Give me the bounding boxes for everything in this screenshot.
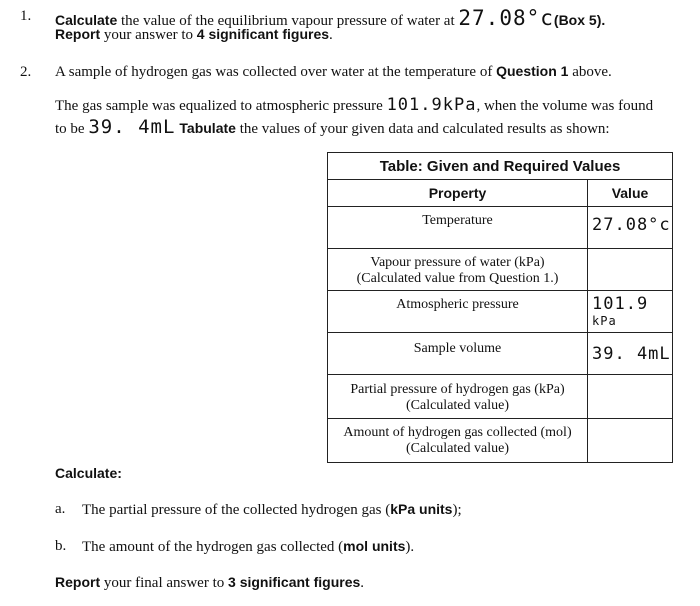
question-1-reference: Question 1 [496, 63, 569, 79]
report-keyword: Report [55, 26, 101, 42]
property-amount-hydrogen: Amount of hydrogen gas collected (mol) [343, 425, 572, 440]
question-2-text-a: A sample of hydrogen gas was collected over water at the temperature of [55, 64, 497, 80]
question-2-pressure-text: The gas sample was equalized to atmospheric pressure [55, 98, 387, 114]
significant-figures-3: 3 significant figures [228, 574, 361, 590]
property-temperature: Temperature [422, 213, 493, 228]
question-2-number: 2. [20, 64, 32, 80]
question-2-tabulate-text: the values of your given data and calculated results as shown: [235, 121, 610, 137]
part-b-end: ). [405, 539, 415, 555]
calculate-heading: Calculate: [55, 465, 122, 481]
kpa-units: kPa units [390, 501, 453, 517]
part-a-label: a. [55, 501, 66, 517]
part-b-label: b. [55, 538, 67, 554]
handwritten-volume: 39. 4mL [88, 116, 176, 138]
table-row-atmospheric-pressure [328, 291, 673, 333]
column-header-property: Property [328, 180, 588, 207]
value-vapour-pressure [588, 249, 673, 291]
given-required-values-table [327, 152, 673, 463]
question-2-volume-text: , when the volume was found [476, 98, 654, 114]
question-1-report-text: your answer to [100, 27, 197, 43]
value-sample-volume: 39. 4mL [592, 343, 671, 364]
table-title: Table: Given and Required Values [328, 153, 673, 180]
property-partial-pressure-note: (Calculated value) [405, 398, 509, 413]
value-amount-hydrogen [588, 419, 673, 463]
question-1-text: the value of the equilibrium vapour pressure of water at [117, 13, 459, 29]
value-partial-pressure [588, 375, 673, 419]
tabulate-keyword: Tabulate [179, 120, 236, 136]
part-a-text [82, 501, 462, 519]
part-b-text [82, 538, 414, 556]
question-2-line-1 [55, 63, 612, 81]
question-2-to-be: to be [55, 121, 89, 137]
value-atmospheric-unit: kPa [592, 313, 617, 328]
question-2-line-2 [55, 95, 653, 115]
mol-units: mol units [343, 538, 406, 554]
property-partial-pressure: Partial pressure of hydrogen gas (kPa) [350, 382, 565, 397]
value-temperature: 27.08°c [592, 215, 671, 235]
property-atmospheric-pressure: Atmospheric pressure [396, 297, 519, 312]
table-row-vapour-pressure [328, 249, 673, 291]
value-atmospheric-pressure: 101.9 [592, 293, 649, 314]
final-report-keyword: Report [55, 574, 101, 590]
table-row-temperature [328, 207, 673, 249]
box-reference: (Box 5). [553, 12, 606, 28]
column-header-value: Value [588, 180, 673, 207]
property-vapour-pressure-note: (Calculated value from Question 1.) [356, 271, 559, 286]
part-a-question: The partial pressure of the collected hydrogen gas ( [82, 502, 391, 518]
final-report-line [55, 574, 364, 592]
question-1-period: . [329, 27, 333, 43]
question-1-number: 1. [20, 8, 32, 24]
property-amount-hydrogen-note: (Calculated value) [405, 441, 509, 456]
property-vapour-pressure: Vapour pressure of water (kPa) [370, 255, 545, 270]
question-2-line-3 [55, 116, 610, 138]
final-report-end: . [360, 575, 365, 591]
significant-figures-4: 4 significant figures [196, 26, 330, 42]
calculate-keyword: Calculate [55, 12, 118, 28]
property-sample-volume: Sample volume [413, 341, 502, 356]
table-row-amount-hydrogen [328, 419, 673, 463]
question-2-text-b: above. [568, 64, 612, 80]
table-row-partial-pressure [328, 375, 673, 419]
part-b-question: The amount of the hydrogen gas collected ( [82, 539, 344, 555]
handwritten-temperature: 27.08°c [458, 6, 554, 30]
final-report-text: your final answer to [100, 575, 229, 591]
part-a-end: ); [452, 502, 462, 518]
table-row-sample-volume [328, 333, 673, 375]
handwritten-pressure: 101.9kPa [386, 95, 477, 115]
question-1-line-2 [55, 26, 333, 44]
